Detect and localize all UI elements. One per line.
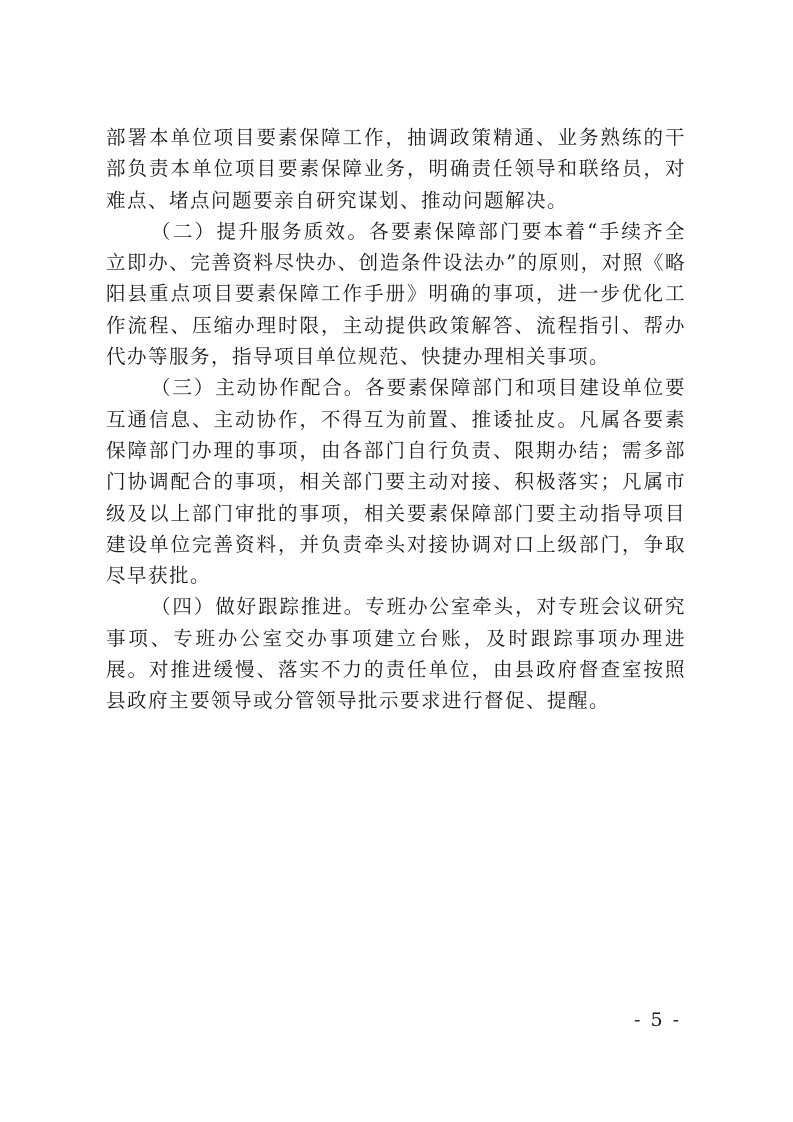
- paragraph-tracking: （四）做好跟踪推进。专班办公室牵头，对专班会议研究事项、专班办公室交办事项建立台账，及时跟踪事项办理进展。对推进缓慢、落实不力的责任单位，由县政府督查室按照县政府主要领导或分管领导批示要求进行督促、提醒。: [106, 595, 686, 713]
- paragraph-continuation: 部署本单位项目要素保障工作，抽调政策精通、业务熟练的干部负责本单位项目要素保障业务，明确责任领导和联络员，对难点、堵点问题要亲自研究谋划、推动问题解决。: [106, 126, 686, 212]
- paragraph-improve-service: （二）提升服务质效。各要素保障部门要本着“手续齐全立即办、完善资料尽快办、创造条件设法办”的原则，对照《略阳县重点项目要素保障工作手册》明确的事项，进一步优化工作流程、压缩办理时限，主动提供政策解答、流程指引、帮办代办等服务，指导项目单位规范、快捷办理相关事项。: [106, 219, 686, 369]
- paragraph-cooperation: （三）主动协作配合。各要素保障部门和项目建设单位要互通信息、主动协作，不得互为前置、推诿扯皮。凡属各要素保障部门办理的事项，由各部门自行负责、限期办结；需多部门协调配合的事项，相关部门要主动对接、积极落实；凡属市级及以上部门审批的事项，相关要素保障部门要主动指导项目建设单位完善资料，并负责牵头对接协调对口上级部门，争取尽早获批。: [106, 376, 686, 588]
- body-text: [106, 122, 686, 717]
- page-number: - 5 -: [634, 1009, 682, 1031]
